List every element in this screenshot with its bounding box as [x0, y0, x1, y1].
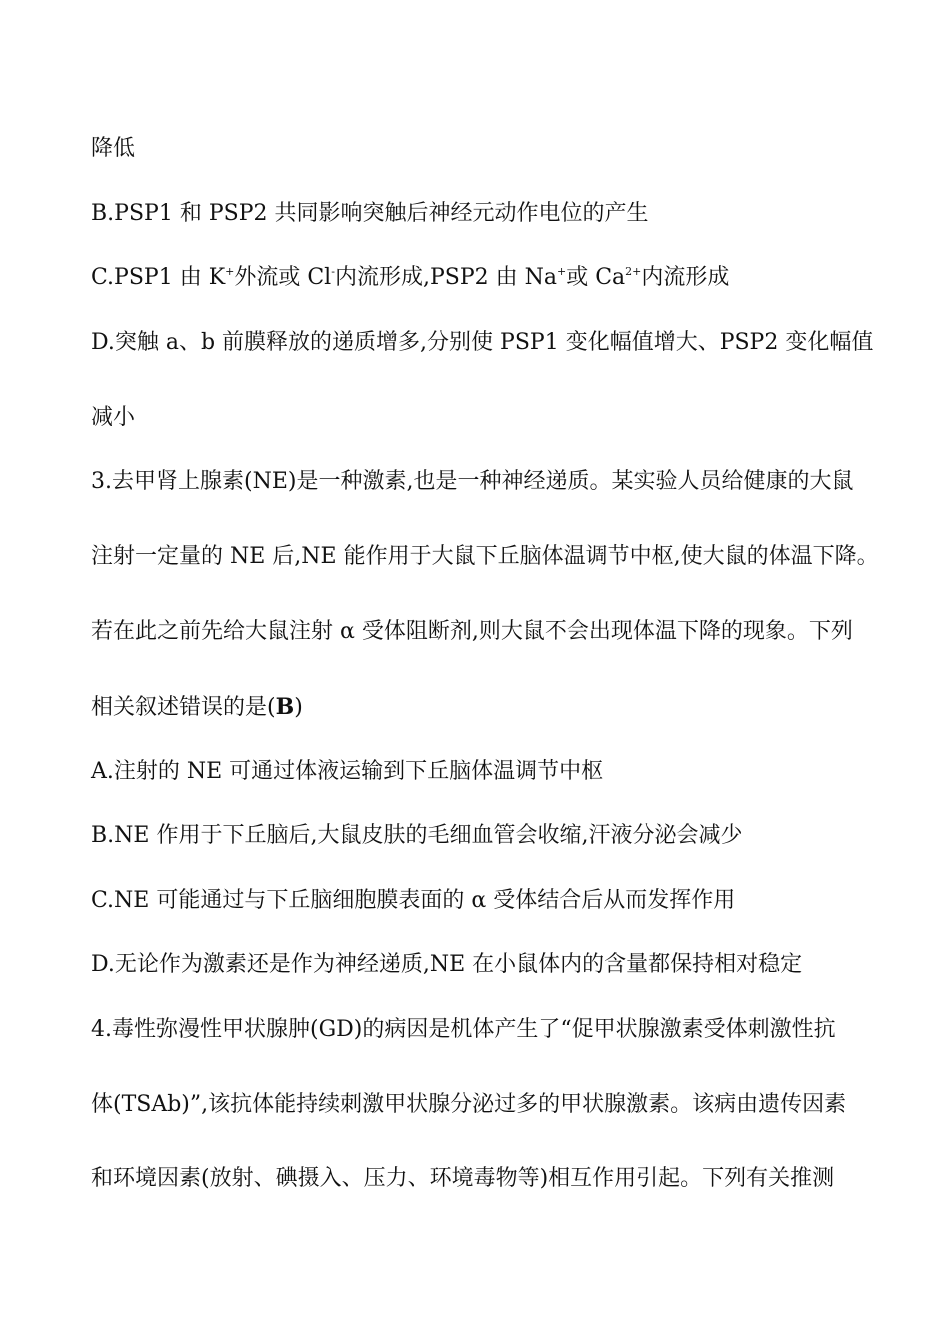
question-4-stem-line: 体(TSAb)”,该抗体能持续刺激甲状腺分泌过多的甲状腺激素。该病由遗传因素 [91, 1092, 847, 1117]
text-segment: 外流或 Cl [234, 265, 332, 290]
option-a-q3: A.注射的 NE 可通过体液运输到下丘脑体温调节中枢 [91, 759, 604, 784]
question-4-stem: 4.毒性弥漫性甲状腺肿(GD)的病因是机体产生了“促甲状腺激素受体刺激性抗 [91, 1017, 836, 1042]
question-3-stem-line: 若在此之前先给大鼠注射 α 受体阻断剂,则大鼠不会出现体温下降的现象。下列 [91, 619, 853, 644]
option-b-q2: B.PSP1 和 PSP2 共同影响突触后神经元动作电位的产生 [91, 201, 649, 226]
option-d-q3: D.无论作为激素还是作为神经递质,NE 在小鼠体内的含量都保持相对稳定 [91, 952, 803, 977]
question-3-stem-line: 注射一定量的 NE 后,NE 能作用于大鼠下丘脑体温调节中枢,使大鼠的体温下降。 [91, 544, 879, 569]
text-line-continuation: 降低 [91, 136, 136, 161]
question-3-stem-line [91, 692, 303, 723]
answer-letter: B [275, 694, 295, 720]
superscript: + [556, 265, 567, 278]
text-line-continuation: 减小 [91, 405, 136, 430]
superscript: + [225, 265, 235, 278]
superscript: 2+ [625, 265, 642, 278]
question-4-stem-line: 和环境因素(放射、碘摄入、压力、环境毒物等)相互作用引起。下列有关推测 [91, 1166, 835, 1191]
text-segment: 相关叙述错误的是( [91, 695, 276, 720]
option-d-q2: D.突触 a、b 前膜释放的递质增多,分别使 PSP1 变化幅值增大、PSP2 变化幅值 [91, 330, 874, 355]
text-segment: ) [294, 695, 303, 720]
text-segment: 或 Ca [566, 265, 626, 290]
text-segment: 内流形成 [641, 265, 730, 290]
option-c-q3: C.NE 可能通过与下丘脑细胞膜表面的 α 受体结合后从而发挥作用 [91, 888, 736, 913]
question-3-stem: 3.去甲肾上腺素(NE)是一种激素,也是一种神经递质。某实验人员给健康的大鼠 [91, 469, 854, 494]
option-c-q2 [91, 263, 729, 293]
option-b-q3: B.NE 作用于下丘脑后,大鼠皮肤的毛细血管会收缩,汗液分泌会减少 [91, 823, 743, 848]
superscript: - [331, 265, 335, 278]
text-segment: C.PSP1 由 K [91, 265, 226, 290]
text-segment: 内流形成,PSP2 由 Na [334, 265, 557, 290]
